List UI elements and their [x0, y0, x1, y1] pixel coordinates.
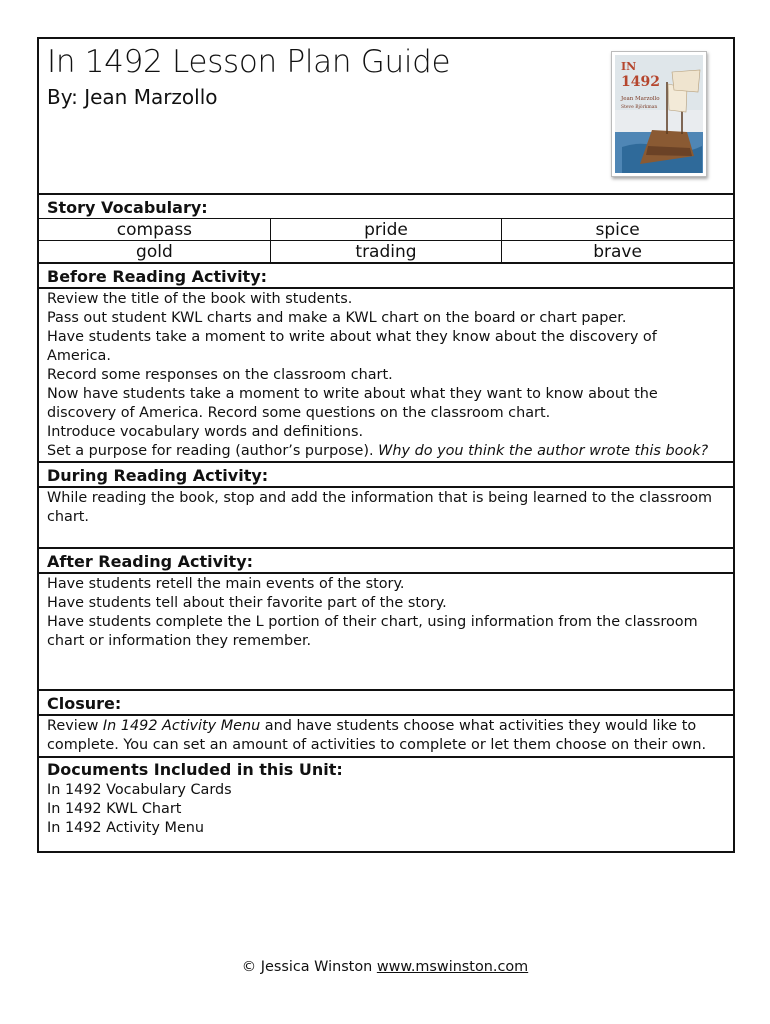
after-reading-heading: After Reading Activity:: [39, 549, 733, 574]
list-item: Record some responses on the classroom chart.: [47, 367, 393, 383]
table-row: [39, 219, 733, 241]
during-reading-text: While reading the book, stop and add the information that is being learned to the classroom chart.: [47, 490, 713, 525]
closure-text: [47, 717, 725, 755]
author-line: By: Jean Marzollo: [47, 85, 218, 109]
purpose-text: Set a purpose for reading (author’s purpose).: [47, 443, 379, 459]
documents-list: [39, 780, 733, 851]
list-item: In 1492 KWL Chart: [47, 801, 182, 817]
list-item: In 1492 Vocabulary Cards: [47, 782, 232, 798]
vocabulary-table: [39, 218, 733, 264]
table-row: [39, 241, 733, 264]
lesson-plan-sheet: [37, 37, 735, 853]
purpose-question: Why do you think the author wrote this book?: [378, 443, 709, 459]
before-reading-heading: Before Reading Activity:: [39, 264, 733, 289]
list-item: Have students take a moment to write about what they know about the discovery of America.: [47, 329, 657, 364]
cover-title-line2: 1492: [621, 74, 660, 90]
list-item: Now have students take a moment to write about what they want to know about the discovery of America. Record some questions on the classroom chart.: [47, 386, 658, 421]
cover-title-line1: IN: [621, 60, 637, 73]
footer: [0, 959, 770, 975]
page-title: In 1492 Lesson Plan Guide: [47, 44, 451, 80]
header-section: [39, 39, 733, 195]
purpose-line: [47, 442, 725, 461]
after-reading-body: [39, 574, 733, 691]
cover-author: Jean Marzollo: [621, 96, 660, 102]
book-cover-image: [611, 51, 707, 177]
closure-heading: Closure:: [39, 691, 733, 716]
vocabulary-heading: Story Vocabulary:: [47, 198, 208, 217]
vocab-word: trading: [270, 241, 501, 264]
list-item: Have students tell about their favorite part of the story.: [47, 595, 447, 611]
cover-illustrator: Steve Björkman: [621, 105, 658, 110]
closure-body: [39, 716, 733, 758]
list-item: Have students retell the main events of the story.: [47, 576, 405, 592]
list-item: In 1492 Activity Menu: [47, 820, 205, 836]
vocab-word: compass: [39, 219, 270, 241]
vocab-word: gold: [39, 241, 270, 264]
closure-text-end: and have students choose what activities they would like to complete. You can set an amount of activities to complete or let them choose on their own.: [47, 718, 707, 753]
during-reading-body: [39, 488, 733, 549]
copyright-text: © Jessica Winston: [241, 959, 377, 975]
list-item: Have students complete the L portion of their chart, using information from the classroom chart or information they remember.: [47, 614, 698, 649]
website-link[interactable]: www.mswinston.com: [376, 959, 529, 975]
vocab-word: spice: [502, 219, 733, 241]
list-item: Review the title of the book with students.: [47, 291, 353, 307]
vocab-word: brave: [502, 241, 733, 264]
documents-heading: Documents Included in this Unit:: [47, 760, 343, 779]
list-item: Pass out student KWL charts and make a KWL chart on the board or chart paper.: [47, 310, 627, 326]
book-cover-illustration: [612, 52, 706, 176]
closure-text-start: Review: [47, 718, 103, 734]
during-reading-heading: During Reading Activity:: [39, 463, 733, 488]
before-reading-body: [39, 289, 733, 463]
list-item: Introduce vocabulary words and definitions.: [47, 424, 364, 440]
vocab-word: pride: [270, 219, 501, 241]
closure-activity-menu-title: In 1492 Activity Menu: [102, 718, 261, 734]
